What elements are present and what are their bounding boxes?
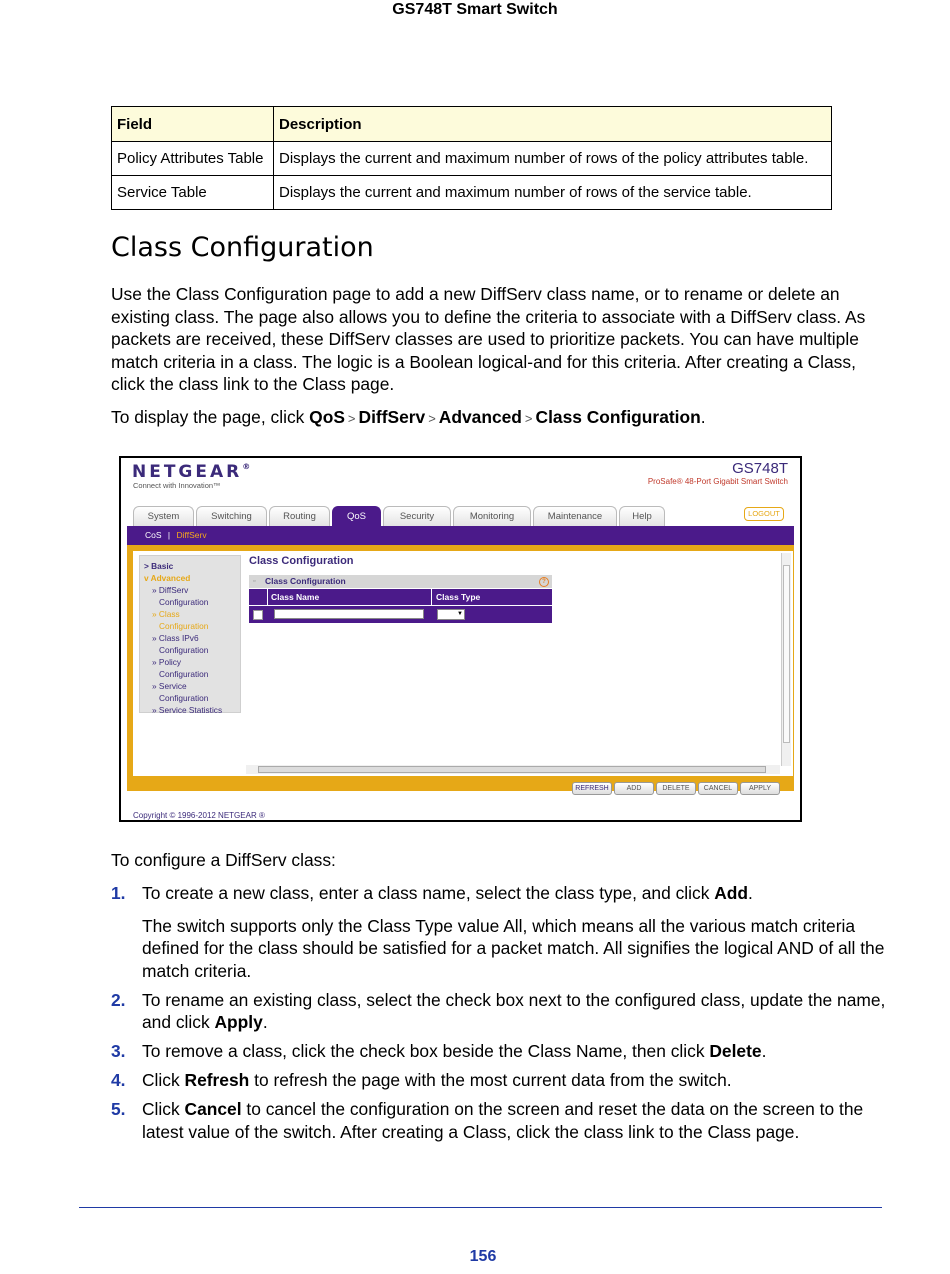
chevron-down-icon: ▼ bbox=[457, 611, 463, 617]
sub-navigation bbox=[127, 526, 794, 545]
table-header-row bbox=[112, 107, 832, 142]
help-icon[interactable]: ? bbox=[539, 577, 549, 587]
cancel-button[interactable]: CANCEL bbox=[698, 782, 738, 795]
nav-policy-configuration[interactable]: » Policy Configuration bbox=[152, 657, 209, 679]
footer-rule bbox=[79, 1207, 882, 1208]
class-type-select[interactable] bbox=[437, 609, 465, 620]
field-table bbox=[111, 106, 832, 210]
tab-security[interactable]: Security bbox=[383, 506, 451, 526]
action-buttons bbox=[570, 782, 780, 795]
table-row bbox=[112, 176, 832, 210]
page-number: 156 bbox=[469, 1248, 497, 1265]
collapse-icon[interactable]: ▫ bbox=[253, 578, 256, 585]
panel-header-label: Class Configuration bbox=[265, 576, 346, 586]
steps-intro: To configure a DiffServ class: bbox=[111, 850, 336, 870]
class-configuration-panel bbox=[249, 575, 552, 627]
running-header: GS748T Smart Switch bbox=[392, 1, 558, 18]
tab-maintenance[interactable]: Maintenance bbox=[533, 506, 617, 526]
nav-path-prefix: To display the page, click bbox=[111, 407, 310, 427]
list-item: 5. Click Cancel to cancel the configuration on the screen and reset the data on the screen to the latest value of the switch. After creating a Class, click the class link to the Class page. bbox=[111, 1099, 864, 1142]
tab-switching[interactable]: Switching bbox=[196, 506, 267, 526]
subnav-item-diffserv[interactable]: DiffServ bbox=[176, 530, 207, 540]
column-header-field: Field bbox=[112, 107, 274, 142]
refresh-button[interactable]: REFRESH bbox=[572, 782, 612, 795]
table-cell-field: Policy Attributes Table bbox=[112, 142, 274, 176]
column-headers bbox=[249, 589, 552, 605]
nav-diffserv-configuration[interactable]: » DiffServ Configuration bbox=[152, 585, 209, 607]
nav-path-paragraph bbox=[111, 406, 881, 431]
netgear-logo: NETGEAR® bbox=[132, 462, 251, 482]
nav-step-diffserv: DiffServ bbox=[358, 407, 426, 427]
nav-service-statistics[interactable]: » Service Statistics bbox=[152, 705, 223, 715]
subnav-item-cos[interactable]: CoS bbox=[145, 530, 162, 540]
ui-screenshot-figure bbox=[119, 456, 802, 822]
nav-class-ipv6-configuration[interactable]: » Class IPv6 Configuration bbox=[152, 633, 209, 655]
subnav-separator: | bbox=[167, 530, 171, 540]
table-cell-description: Displays the current and maximum number of rows of the service table. bbox=[274, 176, 832, 210]
list-item: 3. To remove a class, click the check box beside the Class Name, then click Delete. bbox=[111, 1041, 767, 1061]
logout-button[interactable]: LOGOUT bbox=[744, 507, 784, 521]
nav-step-qos: QoS bbox=[309, 407, 345, 427]
main-tabs bbox=[133, 506, 667, 526]
input-row bbox=[249, 606, 552, 623]
intro-paragraph: Use the Class Configuration page to add a new DiffServ class name, or to rename or delete an existing class. The page also allows you to define the criteria to associate with a DiffServ class. As packets are received, these DiffServ classes are used to prioritize packets. You can have multiple match criteria in a class. The logic is a Boolean logical-and for this criteria. After creating a Class, click the class link to the Class page. bbox=[111, 284, 866, 394]
nav-separator: > bbox=[524, 411, 533, 426]
nav-advanced[interactable]: v Advanced bbox=[144, 573, 191, 583]
page-title: Class Configuration bbox=[249, 555, 354, 567]
model-name: GS748T bbox=[732, 460, 788, 477]
column-header-class-type: Class Type bbox=[436, 592, 481, 602]
apply-button[interactable]: APPLY bbox=[740, 782, 780, 795]
table-row bbox=[112, 142, 832, 176]
column-header-description: Description bbox=[274, 107, 832, 142]
column-divider bbox=[267, 589, 268, 605]
step-number: 2. bbox=[111, 989, 126, 1010]
add-button[interactable]: ADD bbox=[614, 782, 654, 795]
list-item: 1. To create a new class, enter a class name, select the class type, and click Add. The switch supports only the Class Type value All, which means all the various match criteria defined for the class should be satisfied for a packet match. All signifies the logical AND of all the match criteria. bbox=[111, 883, 885, 981]
nav-step-advanced: Advanced bbox=[438, 407, 522, 427]
step-number: 3. bbox=[111, 1041, 126, 1061]
column-divider bbox=[431, 589, 432, 605]
row-checkbox[interactable] bbox=[253, 610, 263, 620]
delete-button[interactable]: DELETE bbox=[656, 782, 696, 795]
tab-system[interactable]: System bbox=[133, 506, 194, 526]
model-description: ProSafe® 48-Port Gigabit Smart Switch bbox=[647, 477, 788, 486]
logo-tagline: Connect with Innovation™ bbox=[133, 481, 221, 490]
tab-routing[interactable]: Routing bbox=[269, 506, 330, 526]
tab-monitoring[interactable]: Monitoring bbox=[453, 506, 531, 526]
horizontal-scroll-thumb[interactable] bbox=[258, 766, 766, 773]
nav-step-class-configuration: Class Configuration bbox=[535, 407, 701, 427]
step-number: 4. bbox=[111, 1070, 126, 1090]
panel-header bbox=[249, 575, 552, 588]
copyright: Copyright © 1996-2012 NETGEAR ® bbox=[133, 811, 265, 820]
step-note: The switch supports only the Class Type value All, which means all the various match criteria defined for the class should be satisfied for a packet match. All signifies the logical AND of all the match criteria. bbox=[142, 915, 885, 981]
column-header-class-name: Class Name bbox=[271, 592, 320, 602]
table-cell-field: Service Table bbox=[112, 176, 274, 210]
section-title: Class Configuration bbox=[111, 232, 374, 263]
nav-basic[interactable]: > Basic bbox=[144, 561, 174, 571]
list-item: 4. Click Refresh to refresh the page with the most current data from the switch. bbox=[111, 1070, 732, 1090]
nav-service-configuration[interactable]: » Service Configuration bbox=[152, 681, 209, 703]
steps-list bbox=[111, 882, 886, 1150]
class-name-input[interactable] bbox=[274, 609, 424, 619]
list-item: 2. To rename an existing class, select the check box next to the configured class, update the name, and click Apply. bbox=[111, 989, 886, 1032]
tab-qos[interactable]: QoS bbox=[332, 506, 381, 526]
vertical-scroll-thumb[interactable] bbox=[783, 565, 790, 743]
content-area bbox=[133, 551, 793, 776]
tab-help[interactable]: Help bbox=[619, 506, 665, 526]
horizontal-scrollbar[interactable] bbox=[246, 765, 780, 774]
nav-class-configuration[interactable]: » Class Configuration bbox=[152, 609, 209, 631]
table-cell-description: Displays the current and maximum number of rows of the policy attributes table. bbox=[274, 142, 832, 176]
nav-path-suffix: . bbox=[700, 407, 706, 427]
step-number: 5. bbox=[111, 1099, 126, 1119]
step-number: 1. bbox=[111, 883, 126, 903]
nav-separator: > bbox=[347, 411, 356, 426]
nav-separator: > bbox=[428, 411, 436, 426]
content-frame bbox=[127, 545, 794, 791]
side-nav bbox=[139, 555, 241, 713]
vertical-scrollbar[interactable] bbox=[781, 553, 791, 766]
